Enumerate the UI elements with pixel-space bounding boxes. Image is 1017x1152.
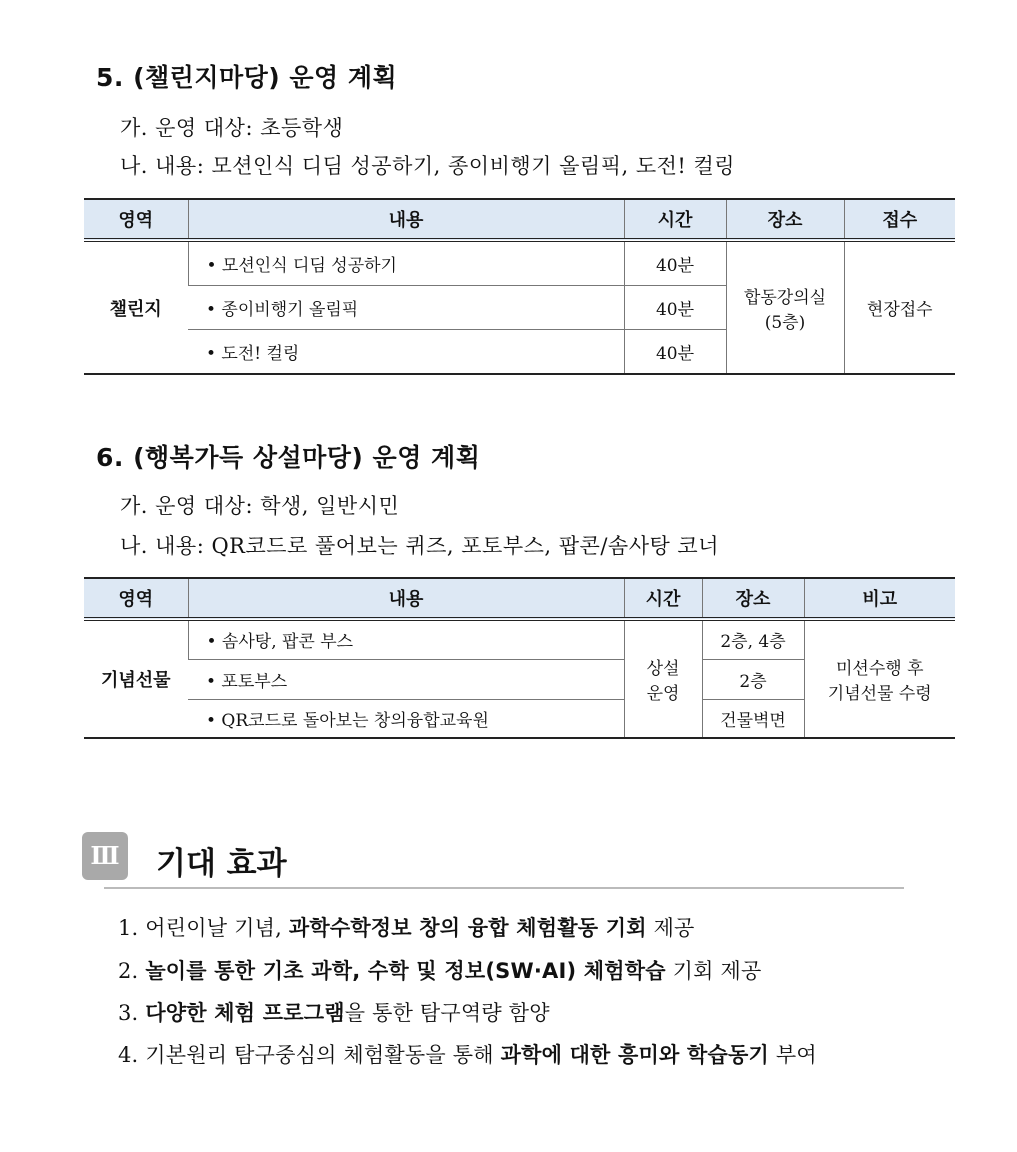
item-bold-text: 과학수학정보 창의 융합 체험활동 기회	[288, 916, 647, 940]
item-text: 을 통한 탐구역량 함양	[344, 1001, 550, 1025]
item-text: 1. 어린이날 기념,	[118, 916, 289, 940]
content-cell: • 도전! 컬링	[188, 329, 624, 374]
header-time: 시간	[624, 578, 702, 619]
header-place: 장소	[726, 199, 844, 240]
section-title: 기대 효과	[156, 846, 287, 882]
content-cell: • 포토부스	[188, 659, 624, 699]
time-cell: 40분	[624, 329, 726, 374]
header-content: 내용	[188, 199, 624, 240]
section5-target: 가. 운영 대상: 초등학생	[120, 116, 344, 140]
gift-table	[84, 577, 955, 739]
item-text: 2.	[118, 959, 146, 983]
item-text: 기회 제공	[665, 959, 762, 983]
time-cell: 40분	[624, 240, 726, 285]
list-item	[118, 997, 550, 1027]
place-cell	[726, 240, 844, 374]
header-area: 영역	[84, 199, 188, 240]
place-cell: 2층, 4층	[702, 619, 804, 659]
list-item	[118, 1039, 817, 1069]
item-text: 부여	[768, 1043, 817, 1067]
place-line-1: 합동강의실	[743, 287, 827, 308]
section6-title: 6. (행복가득 상설마당) 운영 계획	[96, 443, 481, 472]
section-number-badge: Ⅲ	[82, 832, 128, 880]
section5-title: 5. (챌린지마당) 운영 계획	[96, 63, 398, 92]
table-row	[84, 619, 955, 659]
section-divider	[104, 887, 904, 889]
area-cell: 기념선물	[84, 619, 188, 738]
time-cell: 40분	[624, 285, 726, 329]
header-area: 영역	[84, 578, 188, 619]
section6-content: 나. 내용: QR코드로 풀어보는 퀴즈, 포토부스, 팝콘/솜사탕 코너	[120, 534, 720, 558]
note-line-1: 미션수행 후	[835, 659, 924, 679]
place-cell: 건물벽면	[702, 699, 804, 738]
note-cell	[804, 619, 955, 738]
item-bold-text: 과학에 대한 흥미와 학습동기	[500, 1043, 769, 1067]
header-content: 내용	[188, 578, 624, 619]
place-cell: 2층	[702, 659, 804, 699]
table-header-row	[84, 578, 955, 619]
place-line-2: (5층)	[764, 312, 806, 333]
table-header-row	[84, 199, 955, 240]
time-cell	[624, 619, 702, 738]
note-line-2: 기념선물 수령	[827, 684, 932, 704]
time-line-1: 상설	[646, 659, 680, 679]
challenge-table	[84, 198, 955, 375]
section6-target: 가. 운영 대상: 학생, 일반시민	[120, 494, 400, 518]
content-cell: • QR코드로 돌아보는 창의융합교육원	[188, 699, 624, 738]
header-note: 비고	[804, 578, 955, 619]
header-place: 장소	[702, 578, 804, 619]
content-cell: • 솜사탕, 팝콘 부스	[188, 619, 624, 659]
content-cell: • 모션인식 디딤 성공하기	[188, 240, 624, 285]
content-cell: • 종이비행기 올림픽	[188, 285, 624, 329]
area-cell: 챌린지	[84, 240, 188, 374]
section5-content: 나. 내용: 모션인식 디딤 성공하기, 종이비행기 올림픽, 도전! 컬링	[120, 154, 736, 178]
time-line-2: 운영	[646, 684, 680, 704]
item-text: 제공	[646, 916, 695, 940]
item-text: 4. 기본원리 탐구중심의 체험활동을 통해	[118, 1043, 501, 1067]
list-item	[118, 912, 695, 942]
list-item	[118, 955, 761, 985]
item-text: 3.	[118, 1001, 146, 1025]
header-reception: 접수	[844, 199, 955, 240]
table-row	[84, 240, 955, 285]
item-bold-text: 다양한 체험 프로그램	[145, 1001, 345, 1025]
item-bold-text: 놀이를 통한 기초 과학, 수학 및 정보(SW·AI) 체험학습	[145, 959, 666, 983]
header-time: 시간	[624, 199, 726, 240]
reception-cell: 현장접수	[844, 240, 955, 374]
